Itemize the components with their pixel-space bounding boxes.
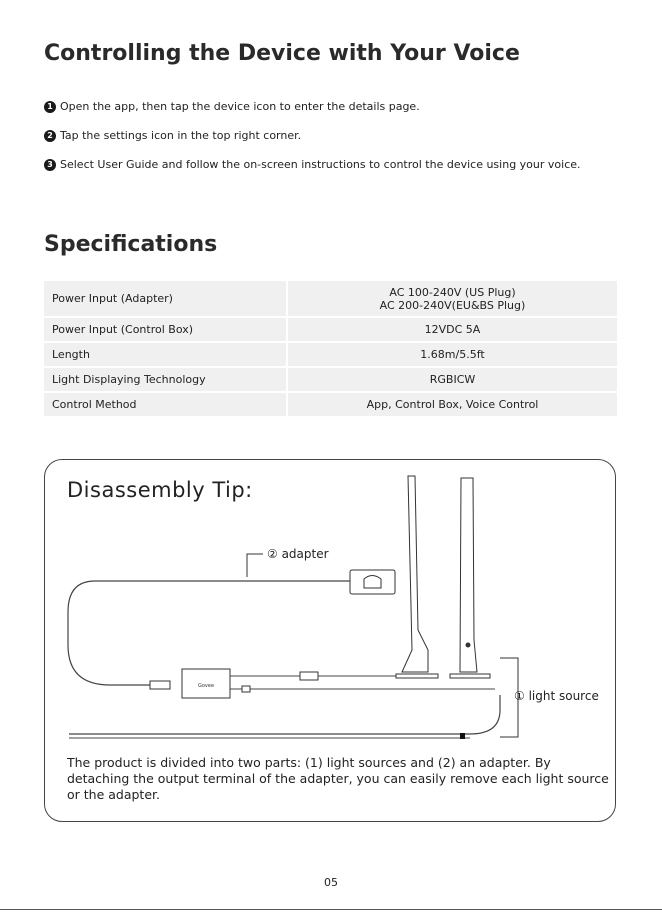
light-bar-left-base (396, 674, 438, 678)
page-number: 05 (324, 876, 338, 889)
spec-value: 12VDC 5A (288, 318, 617, 341)
footer-divider (0, 909, 662, 910)
control-box-brand: Govee (197, 683, 215, 689)
output-connector-2 (242, 686, 250, 692)
voice-step-2-text: Tap the settings icon in the top right corner. (60, 129, 302, 142)
step-number-1: 1 (44, 101, 56, 113)
voice-section-title: Controlling the Device with Your Voice (44, 41, 520, 66)
light-bar-left (402, 476, 428, 672)
spec-value-line-2: AC 200-240V(EU&BS Plug) (379, 298, 526, 312)
adapter-callout-line (247, 554, 263, 577)
light-bar-right-hole (466, 643, 471, 648)
spec-key: Length (44, 343, 288, 366)
adapter-label: ② adapter (267, 547, 329, 561)
light-bar-right-base (450, 674, 490, 678)
disassembly-tip-title: Disassembly Tip: (67, 478, 253, 502)
spec-key: Control Method (44, 393, 288, 416)
spec-key: Power Input (Control Box) (44, 318, 288, 341)
spec-key: Power Input (Adapter) (44, 281, 288, 316)
step-number-2: 2 (44, 130, 56, 142)
output-connector-1 (300, 672, 318, 680)
voice-step-3-text: Select User Guide and follow the on-screen instructions to control the device using your voice. (60, 158, 581, 171)
disassembly-description: The product is divided into two parts: (1) light sources and (2) an adapter. By detaching the output terminal of the adapter, you can easily remove each light source or the adapter. (67, 755, 609, 802)
spec-value-line-1: AC 100-240V (US Plug) (389, 285, 516, 299)
specifications-title: Specifications (44, 232, 218, 257)
light-source-label: ① light source (514, 689, 599, 703)
spec-value: App, Control Box, Voice Control (288, 393, 617, 416)
spec-key: Light Displaying Technology (44, 368, 288, 391)
step-number-3: 3 (44, 159, 56, 171)
adapter-connector (150, 681, 170, 689)
adapter-brick (350, 570, 395, 594)
light-strip-end (460, 733, 465, 739)
spec-value: RGBICW (288, 368, 617, 391)
voice-step-1-text: Open the app, then tap the device icon to enter the details page. (60, 100, 420, 113)
spec-value: 1.68m/5.5ft (288, 343, 617, 366)
light-strip (69, 695, 500, 734)
